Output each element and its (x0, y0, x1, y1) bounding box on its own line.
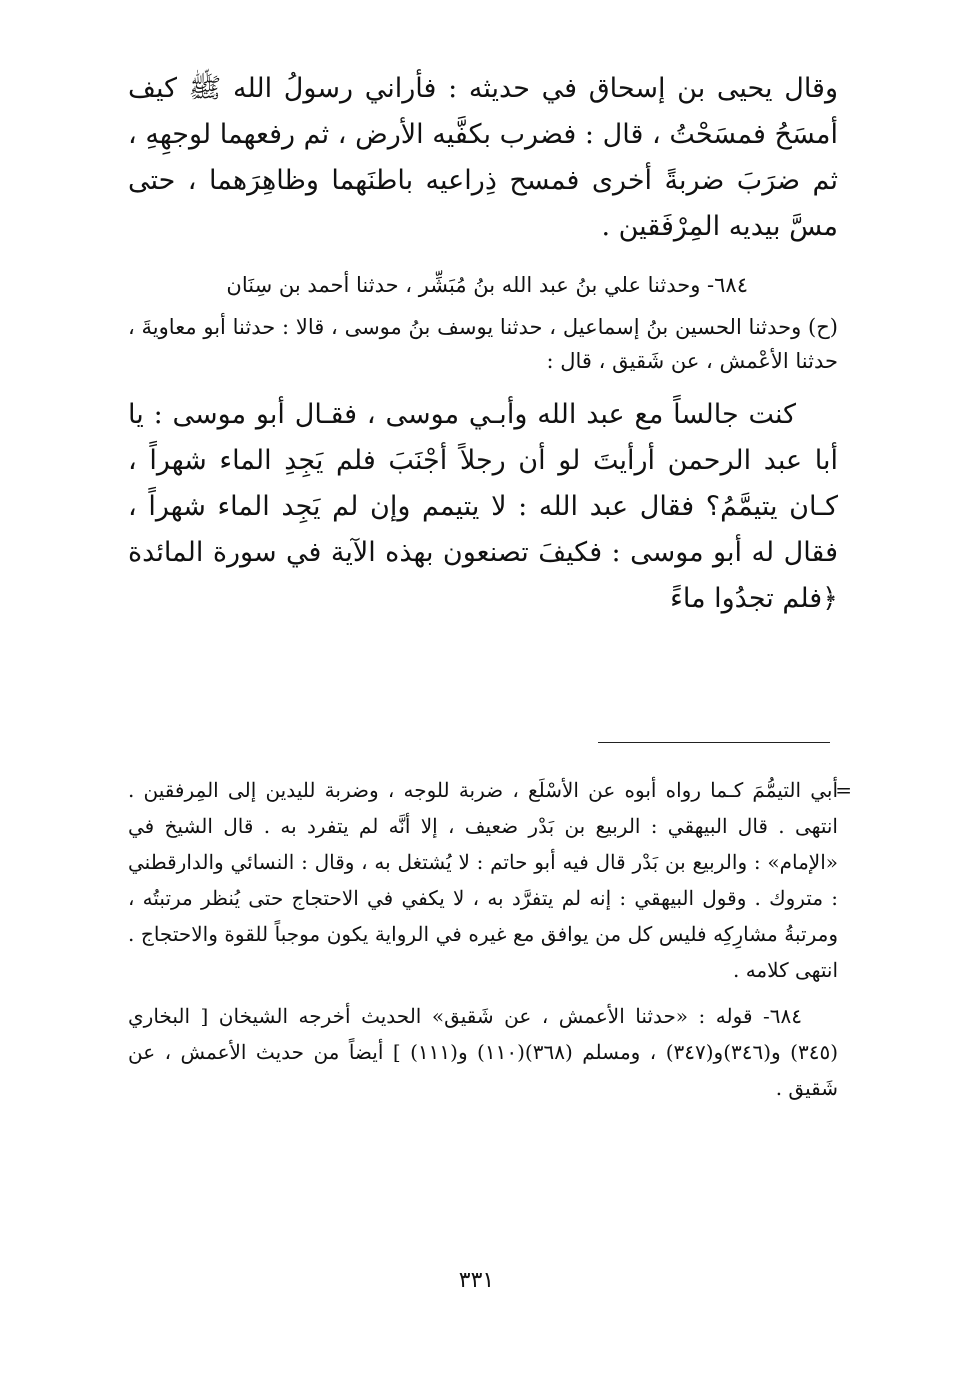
footnote-684: ٦٨٤- قوله : «حدثنا الأعمش ، عن شَقيق» الحديث أخرجه الشيخان [ البخاري (٣٤٥) و(٣٤٦)و(٣٤٧) ، ومسلم (٣٦٨)(١١٠) و(١١١) ] أيضاً من حديث الأعمش ، عن شَقيق . (128, 1004, 838, 1100)
continuation-mark: = (835, 778, 852, 802)
isnad-paragraph-ha: (ح) وحدثنا الحسين بنُ إسماعيل ، حدثنا يوسف بنُ موسى ، قالا : حدثنا أبو معاويةَ ، حدثنا الأعْمش ، عن شَقيق ، قال : (128, 315, 838, 373)
isnad-paragraph-684: ٦٨٤- وحدثنا علي بنُ عبد الله بنُ مُبَشِّر ، حدثنا أحمد بن سِنَان (226, 273, 748, 297)
footnote-continued-text: أبي التيمُّمَ كـما رواه أبوه عن الأسْلَع ، ضربة للوجه ، وضربة لليدين إلى المِرفقين . انتهى . قال البيهقي : الربيع بن بَدْر ضعيف ، إلا أنَّه لم يتفرد به . قال الشيخ في «الإمام» : والربيع بن بَدْر قال فيه أبو حاتم : لا يُشتغل به ، وقال : النسائي والدارقطني : متروك . وقول البيهقي : إنه لم يتفرَّد به ، لا يكفي في الاحتجاج حتى يُنظر مرتبتُه ، ومرتبةُ مشارِكِه فليس كل من يوافق مع غيره في الرواية يكون موجباً للقوة والاحتجاج . انتهى كلامه . (128, 778, 838, 982)
narration-paragraph: وقال يحيى بن إسحاق في حديثه : فأراني رسولُ الله ﷺ كيف أمسَحُ فمسَحْتُ ، قال : فضرب بكفَّيه الأرض ، ثم رفعهما لوجهِهِ ، ثم ضرَبَ ضربةً أخرى فمسح ذِراعيه باطنَهما وظاهِرَهما ، حتى مسَّ بيديه المِرْفَقين . (128, 73, 838, 242)
matn-paragraph: كنت جالساً مع عبد الله وأبـي موسى ، فقـال أبو موسى : يا أبا عبد الرحمن أرأيتَ لو أن رجلاً أجْنَبَ فلم يَجِدِ الماء شهراً ، كـان يتيمَّمُ؟ فقال عبد الله : لا يتيمم وإن لم يَجِد الماء شهراً ، فقال له أبو موسى : فكيفَ تصنعون بهذه الآية في سورة المائدة ﴿فلم تجدُوا ماءً (128, 399, 838, 614)
footnote-continued (128, 772, 852, 988)
main-text (128, 66, 838, 622)
footnotes (128, 772, 852, 1106)
footnote-separator (598, 742, 830, 743)
page-number: ٣٣١ (458, 1268, 495, 1293)
